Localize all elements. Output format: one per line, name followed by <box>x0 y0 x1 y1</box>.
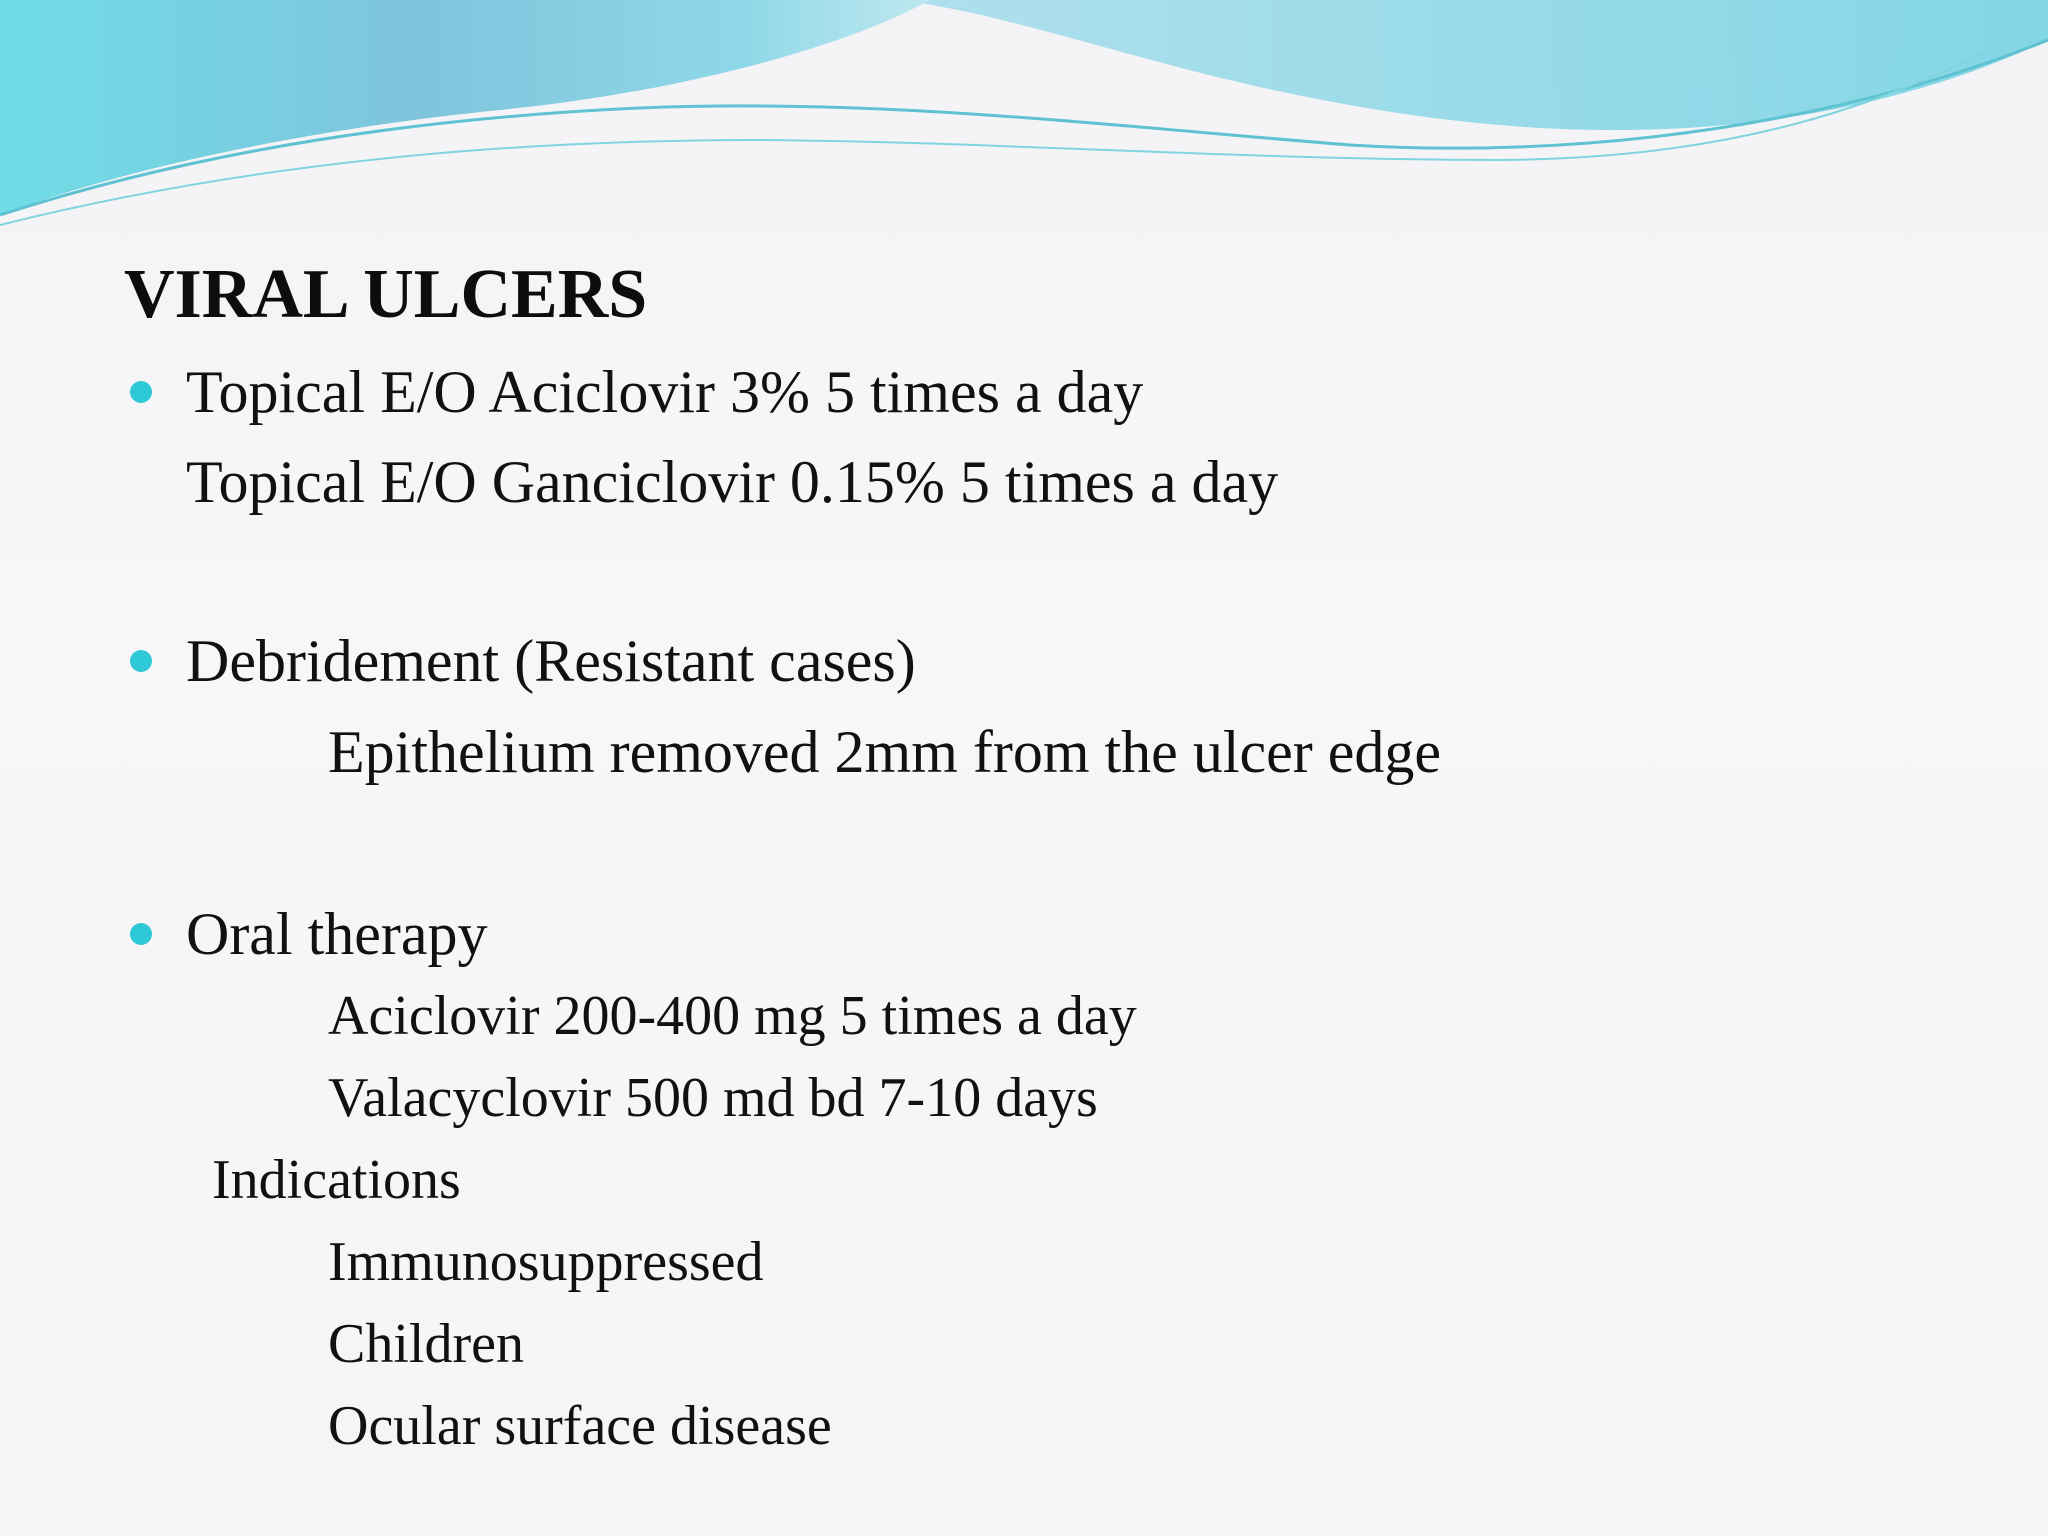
indications-line: Indications <box>212 1149 461 1211</box>
epithelium-line: Epithelium removed 2mm from the ulcer edge <box>328 719 1441 785</box>
valacyclovir-line: Valacyclovir 500 md bd 7-10 days <box>328 1067 1098 1129</box>
topical-ganciclovir-line: Topical E/O Ganciclovir 0.15% 5 times a day <box>186 449 1279 515</box>
bullet-icon <box>130 923 152 945</box>
header-wave-decoration <box>0 0 2048 240</box>
ocular-surface-disease-line: Ocular surface disease <box>328 1395 832 1457</box>
aciclovir-oral-line: Aciclovir 200-400 mg 5 times a day <box>328 985 1137 1047</box>
bullet-icon <box>130 650 152 672</box>
bullet-icon <box>130 381 152 403</box>
immunosuppressed-line: Immunosuppressed <box>328 1231 764 1293</box>
debridement-line: Debridement (Resistant cases) <box>186 628 916 694</box>
slide-title: VIRAL ULCERS <box>124 256 648 333</box>
topical-aciclovir-line: Topical E/O Aciclovir 3% 5 times a day <box>186 359 1144 425</box>
oral-therapy-line: Oral therapy <box>186 901 488 967</box>
children-line: Children <box>328 1313 524 1375</box>
